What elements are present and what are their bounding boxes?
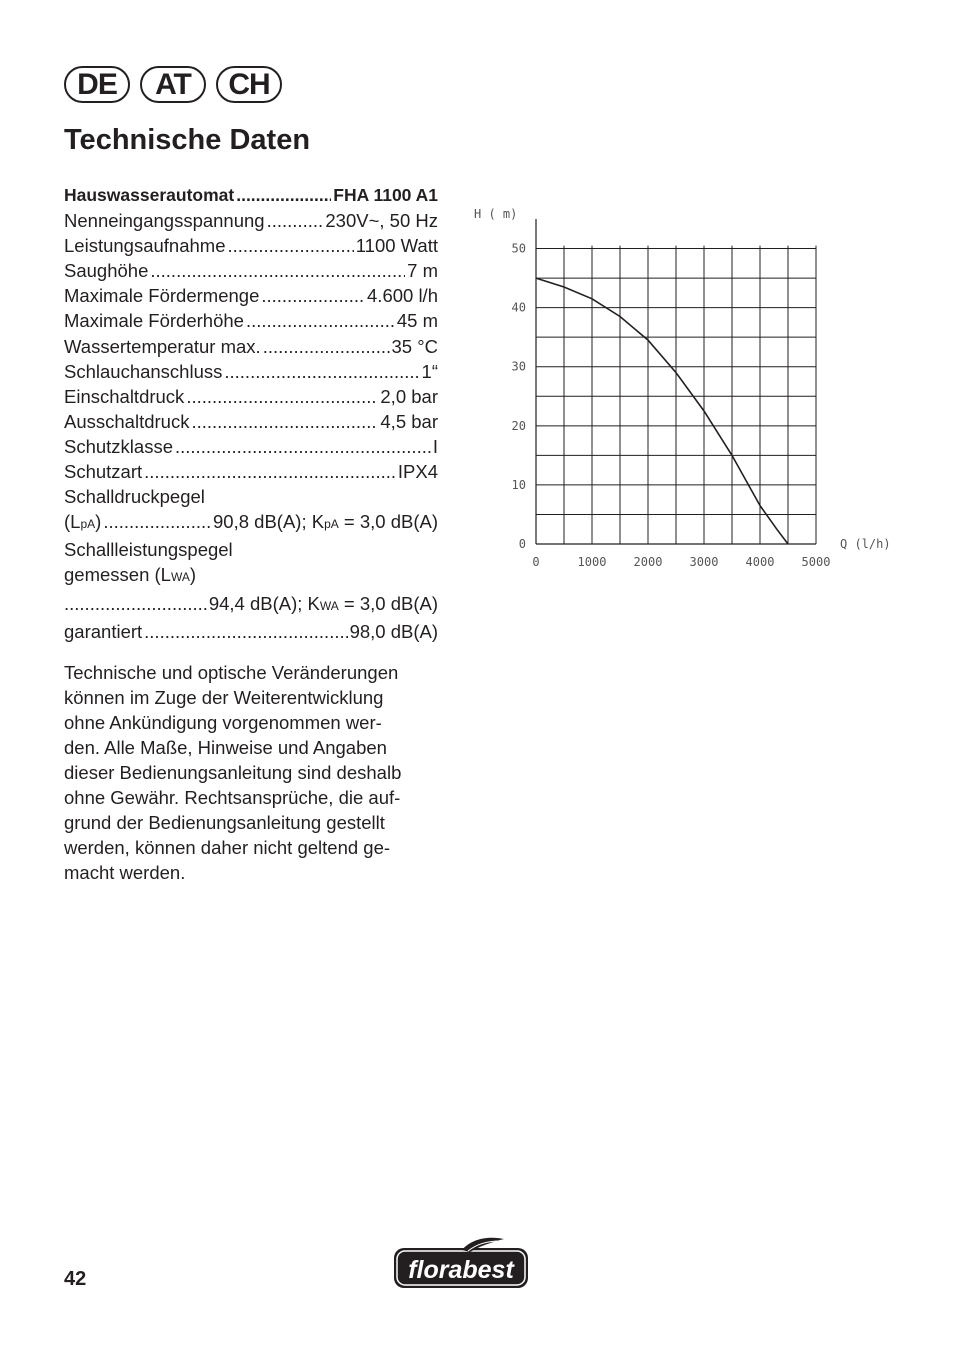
sound-pressure-row [64,509,438,537]
spec-header-row [64,183,438,208]
y-tick-label: 20 [511,418,526,433]
spec-value: I [432,435,438,457]
spec-list [64,183,438,644]
country-badge-ch: CH [216,66,282,103]
spec-label: Leistungsaufnahme [64,235,226,257]
sound-power-measured-label: gemessen (LWA) [64,564,197,586]
spec-value: 98,0 dB(A) [349,620,438,642]
y-tick-label: 40 [511,300,526,315]
spec-value: 2,0 bar [380,385,438,407]
spec-value: 45 m [396,310,438,332]
x-tick-label: 1000 [577,555,607,569]
sound-power-heading: Schallleistungspegel [64,539,233,561]
pump-curve-chart [466,196,896,576]
disclaimer-text: Technische und optische Veränderungen können im Zuge der Weiterentwicklung ohne Ankündigung vorgenommen wer- den. Alle Maße, Hinweise und Angaben dieser Bedienungsanleitung sind deshalb ohne Gewähr. Rechtsansprüche, die auf- grund der Bedienungsanleitung gestellt werden, können daher nicht geltend ge- macht werden. [64,662,402,883]
spec-label: Wassertemperatur max. [64,335,261,357]
spec-label: Schutzart [64,461,143,483]
spec-label: (LpA) [64,511,102,533]
sound-power-measured-row [64,591,438,619]
y-tick-label: 10 [511,477,526,492]
x-tick-label: 5000 [801,555,831,569]
x-axis-label: Q (l/h) [840,537,891,551]
spec-row [64,258,438,283]
florabest-logo [392,1236,530,1292]
spec-label: Nenneingangsspannung [64,210,265,232]
spec-label: Hauswasserautomat [64,185,235,205]
spec-value: 1“ [421,360,438,382]
spec-row [64,359,438,384]
spec-row [64,208,438,233]
spec-label: Maximale Förderhöhe [64,310,244,332]
spec-value: 90,8 dB(A); KpA = 3,0 dB(A) [213,511,438,533]
y-tick-label: 50 [511,241,526,256]
spec-label: Schutzklasse [64,435,173,457]
spec-value: 230V~, 50 Hz [325,210,438,232]
spec-value: FHA 1100 A1 [333,185,438,205]
y-axis-label: H ( m) [474,207,518,221]
sound-power-guaranteed-row [64,619,438,644]
spec-row [64,233,438,258]
spec-row [64,308,438,333]
page-number: 42 [64,1268,87,1290]
x-tick-label: 0 [532,555,540,569]
x-tick-label: 4000 [745,555,775,569]
spec-row [64,459,438,484]
spec-row [64,409,438,434]
y-tick-label: 30 [511,359,526,374]
spec-value: IPX4 [397,461,438,483]
spec-value: 4.600 l/h [367,285,438,307]
spec-label: garantiert [64,620,143,642]
spec-label: Maximale Fördermenge [64,285,260,307]
x-tick-label: 2000 [633,555,663,569]
spec-row [64,384,438,409]
spec-value: 35 °C [391,335,438,357]
country-badge-at: AT [140,66,206,103]
spec-label: Ausschaltdruck [64,410,190,432]
spec-value: 1100 Watt [355,235,438,257]
country-badge-de: DE [64,66,130,103]
logo-wordmark: florabest [408,1256,514,1284]
sound-pressure-heading: Schalldruckpegel [64,486,205,508]
spec-label: Saughöhe [64,260,149,282]
spec-row [64,334,438,359]
y-tick-label: 0 [518,537,526,551]
spec-row [64,434,438,459]
pump-curve-line [536,278,788,544]
spec-value: 4,5 bar [380,410,438,432]
spec-row [64,283,438,308]
page-title: Technische Daten [64,124,311,156]
spec-label: Einschaltdruck [64,385,185,407]
country-badges [64,66,282,103]
spec-value: 94,4 dB(A); KWA = 3,0 dB(A) [208,592,438,614]
x-tick-label: 3000 [689,555,719,569]
spec-label: Schlauchanschluss [64,360,223,382]
spec-value: 7 m [407,260,438,282]
